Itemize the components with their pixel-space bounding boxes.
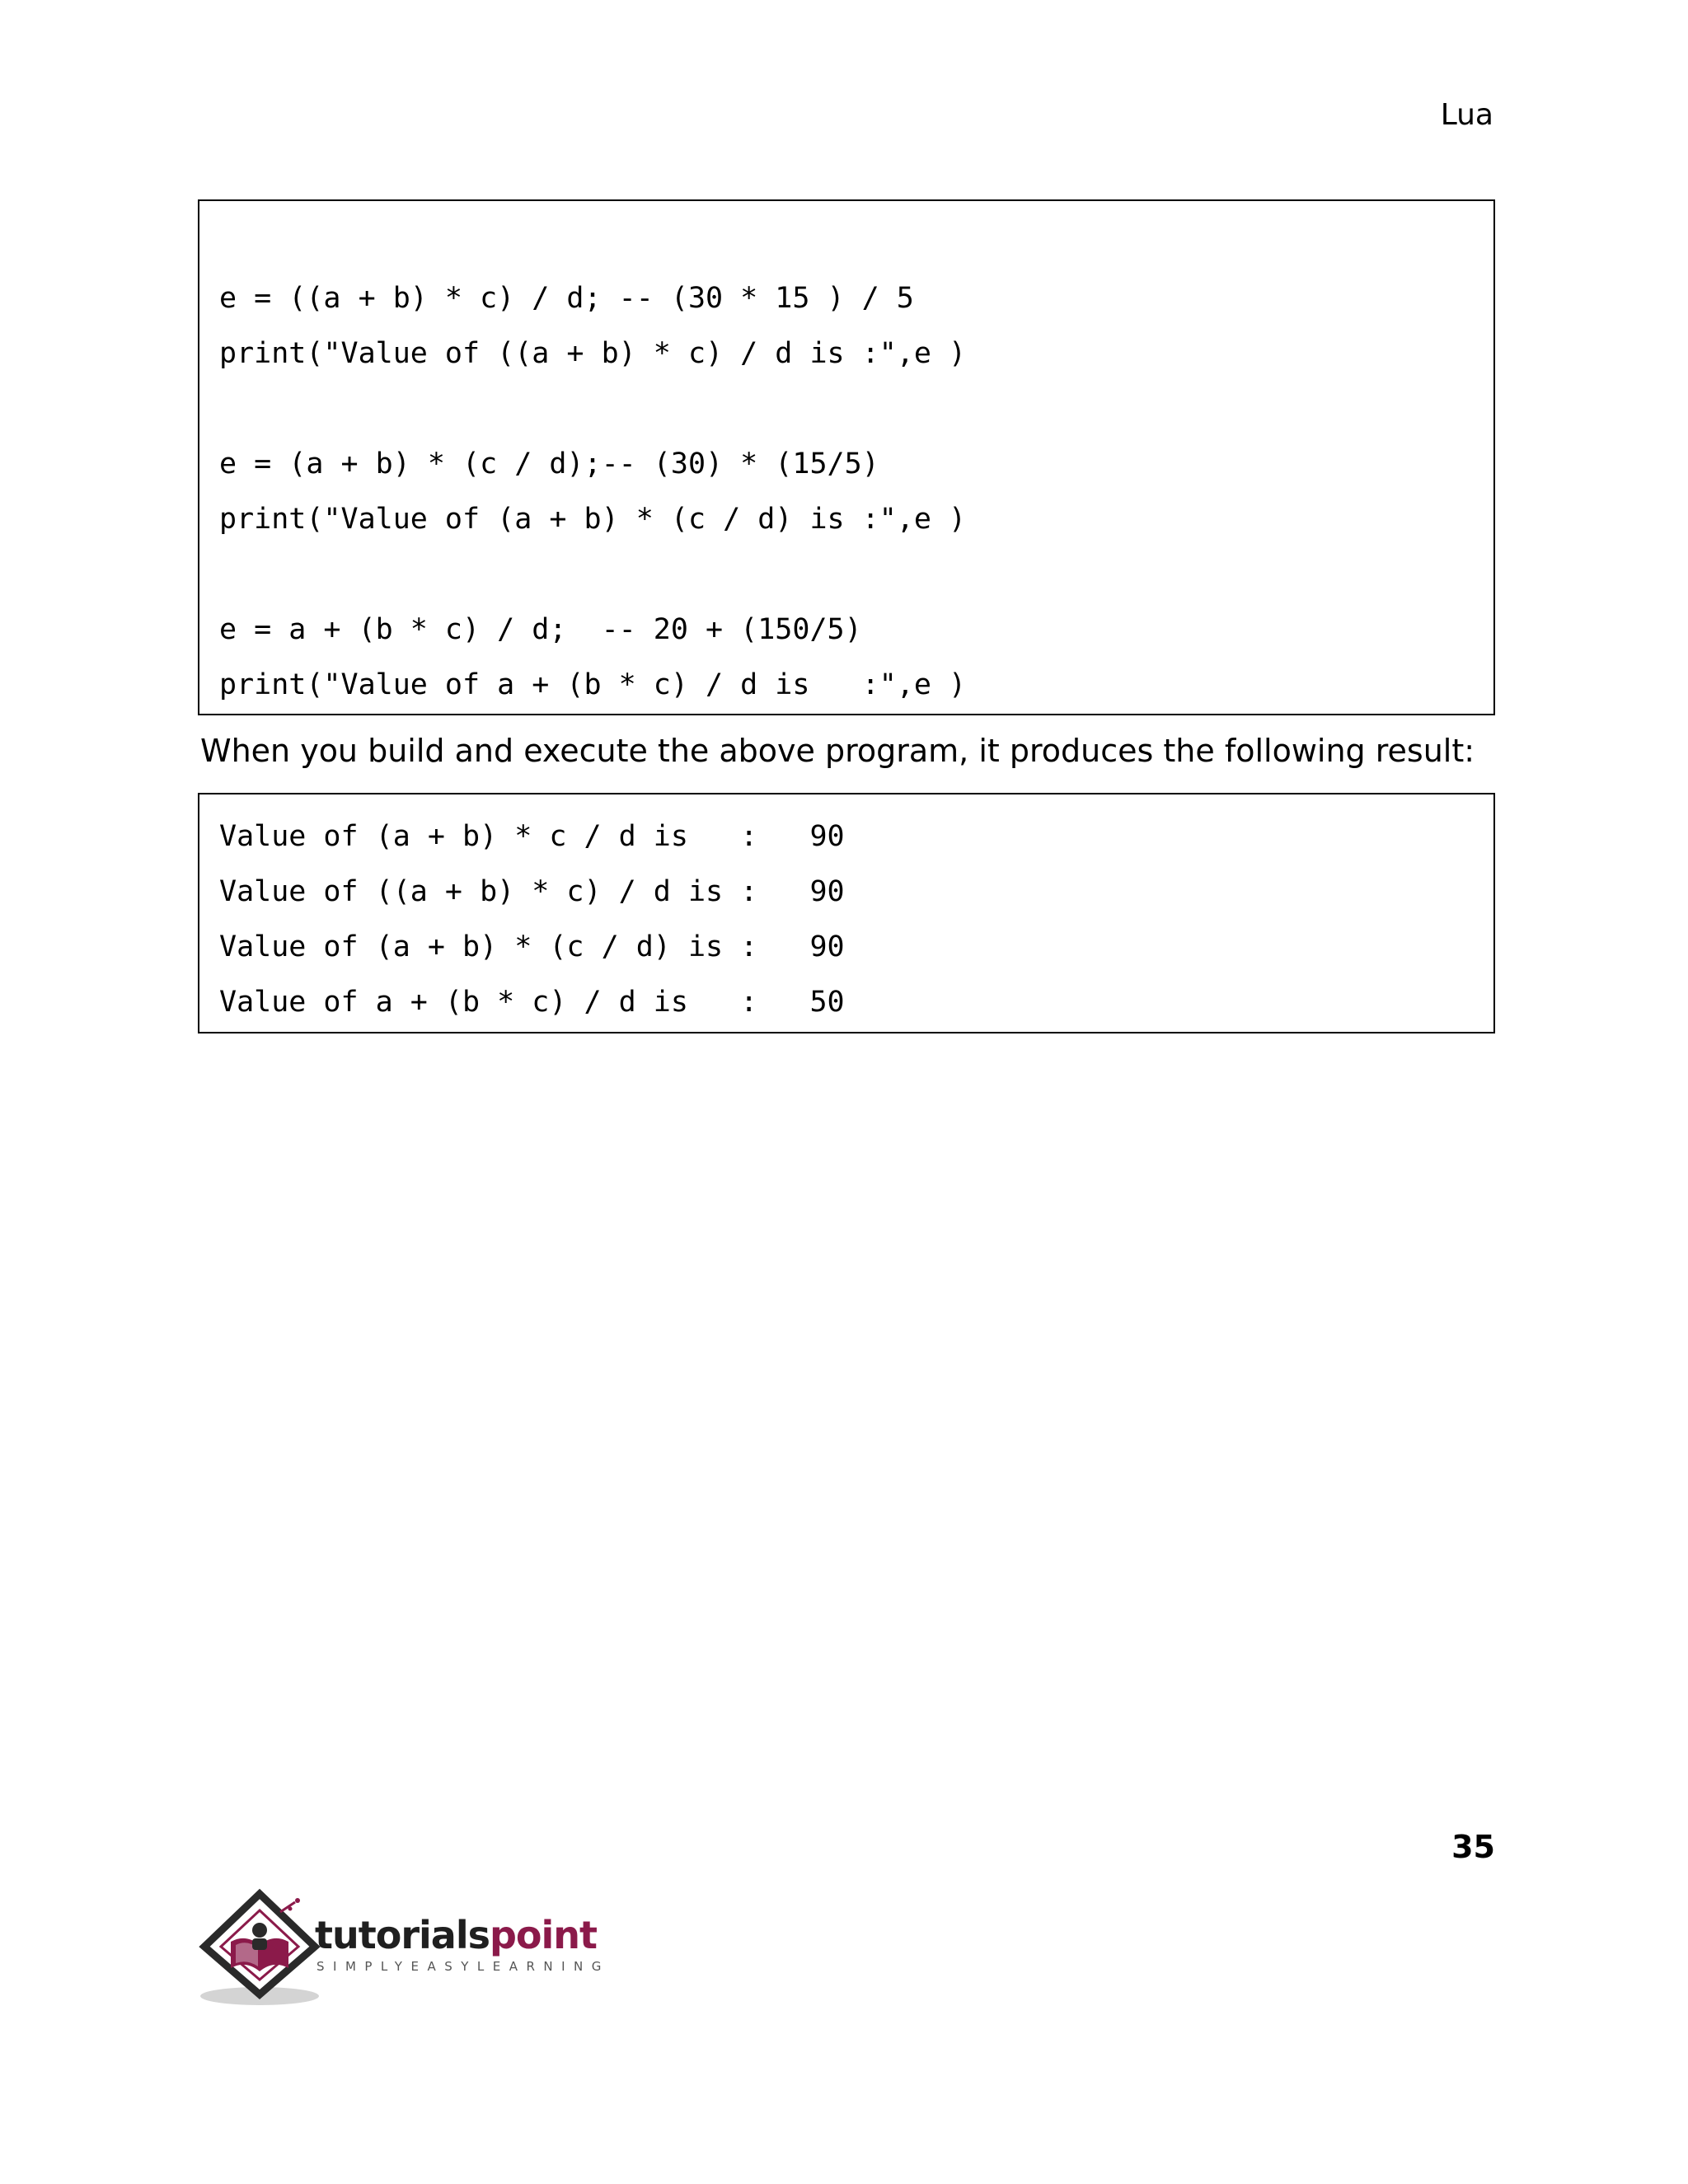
output-line: Value of (a + b) * (c / d) is : 90 xyxy=(219,930,845,963)
body-paragraph: When you build and execute the above program, it produces the following result: xyxy=(200,733,1475,769)
program-code-block xyxy=(198,199,1495,715)
code-line: e = a + (b * c) / d; -- 20 + (150/5) xyxy=(219,613,862,646)
code-line: e = (a + b) * (c / d);-- (30) * (15/5) xyxy=(219,448,879,480)
code-line: print("Value of a + (b * c) / d is :",e ) xyxy=(219,668,967,701)
code-line: e = ((a + b) * c) / d; -- (30 * 15 ) / 5 xyxy=(219,282,914,315)
code-line xyxy=(199,547,1493,602)
output-code-block xyxy=(198,793,1495,1033)
logo-wordmark xyxy=(315,1914,597,1957)
code-line xyxy=(199,382,1493,437)
page-number: 35 xyxy=(1451,1829,1495,1865)
output-line: Value of a + (b * c) / d is : 50 xyxy=(219,986,845,1019)
output-line: Value of ((a + b) * c) / d is : 90 xyxy=(219,875,845,908)
logo-word-point: point xyxy=(489,1913,598,1957)
code-line: print("Value of (a + b) * (c / d) is :",e ) xyxy=(219,503,967,536)
logo-word-tutorials: tutorials xyxy=(315,1913,490,1957)
output-line: Value of (a + b) * c / d is : 90 xyxy=(219,820,845,853)
logo-tagline: SIMPLYEASYLEARNING xyxy=(316,1959,610,1974)
logo-diamond-icon xyxy=(198,1887,330,2011)
running-header-title: Lua xyxy=(1440,98,1493,132)
tutorialspoint-logo xyxy=(198,1887,610,2011)
code-line: print("Value of ((a + b) * c) / d is :",e ) xyxy=(219,337,967,370)
